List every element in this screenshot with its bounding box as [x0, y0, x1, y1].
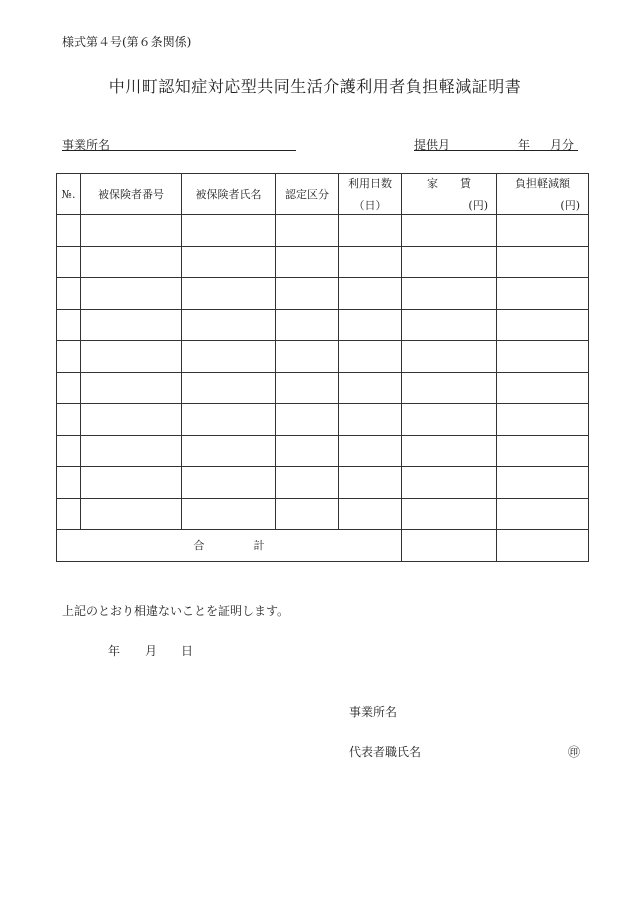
representative-label: 代表者職氏名 — [349, 745, 422, 759]
cell-rent[interactable] — [402, 372, 497, 404]
total-reduction-cell[interactable] — [497, 530, 589, 562]
cell-insured-number[interactable] — [81, 341, 182, 373]
cell-reduction-amount[interactable] — [497, 341, 589, 373]
cell-usage-days[interactable] — [339, 341, 402, 373]
cell-reduction-amount[interactable] — [497, 372, 589, 404]
cell-care-level[interactable] — [276, 341, 339, 373]
cell-usage-days[interactable] — [339, 467, 402, 499]
cell-insured-number[interactable] — [81, 246, 182, 278]
cell-insured-name[interactable] — [182, 372, 276, 404]
year-unit-label: 年 — [518, 138, 531, 152]
col-header-insured-number: 被保険者番号 — [81, 174, 182, 215]
table-row — [57, 435, 589, 467]
cell-usage-days[interactable] — [339, 278, 402, 310]
cell-care-level[interactable] — [276, 246, 339, 278]
cell-care-level[interactable] — [276, 498, 339, 530]
cell-rent[interactable] — [402, 498, 497, 530]
cell-rent[interactable] — [402, 309, 497, 341]
cell-care-level[interactable] — [276, 467, 339, 499]
cell-usage-days[interactable] — [339, 215, 402, 247]
col-header-insured-name: 被保険者氏名 — [182, 174, 276, 215]
date-day-mark: 日 — [181, 644, 194, 658]
cell-reduction-amount[interactable] — [497, 435, 589, 467]
cell-no[interactable] — [57, 278, 81, 310]
table-row — [57, 309, 589, 341]
cell-insured-number[interactable] — [81, 278, 182, 310]
total-rent-cell[interactable] — [402, 530, 497, 562]
date-year-mark: 年 — [108, 644, 121, 658]
cell-no[interactable] — [57, 246, 81, 278]
table-header-row — [57, 174, 589, 215]
cell-care-level[interactable] — [276, 278, 339, 310]
cell-insured-name[interactable] — [182, 404, 276, 436]
cell-no[interactable] — [57, 435, 81, 467]
cell-reduction-amount[interactable] — [497, 215, 589, 247]
document-title: 中川町認知症対応型共同生活介護利用者負担軽減証明書 — [108, 77, 522, 96]
cell-care-level[interactable] — [276, 435, 339, 467]
cell-rent[interactable] — [402, 246, 497, 278]
table-row — [57, 467, 589, 499]
office-name-label: 事業所名 — [62, 138, 111, 152]
col-header-care-level: 認定区分 — [276, 174, 339, 215]
table-row — [57, 372, 589, 404]
cell-care-level[interactable] — [276, 372, 339, 404]
cell-insured-name[interactable] — [182, 309, 276, 341]
month-unit-label: 月分 — [550, 138, 575, 152]
col-header-usage-days: 利用日数 （日） — [339, 174, 402, 215]
cell-no[interactable] — [57, 372, 81, 404]
cell-reduction-amount[interactable] — [497, 278, 589, 310]
table-row — [57, 215, 589, 247]
table-row — [57, 246, 589, 278]
cell-insured-number[interactable] — [81, 309, 182, 341]
cell-insured-name[interactable] — [182, 341, 276, 373]
cell-usage-days[interactable] — [339, 246, 402, 278]
certification-date — [108, 642, 193, 659]
col-header-reduction-amount: 負担軽減額 (円) — [497, 174, 589, 215]
cell-rent[interactable] — [402, 404, 497, 436]
cell-insured-number[interactable] — [81, 372, 182, 404]
cell-rent[interactable] — [402, 278, 497, 310]
cell-rent[interactable] — [402, 341, 497, 373]
cell-insured-name[interactable] — [182, 215, 276, 247]
service-month-label: 提供月 — [414, 138, 451, 152]
cell-insured-number[interactable] — [81, 467, 182, 499]
cell-usage-days[interactable] — [339, 372, 402, 404]
cell-no[interactable] — [57, 215, 81, 247]
cell-no[interactable] — [57, 467, 81, 499]
total-label: 合 計 — [57, 530, 402, 562]
cell-reduction-amount[interactable] — [497, 309, 589, 341]
total-row — [57, 530, 589, 562]
certificate-table — [56, 173, 589, 562]
cell-reduction-amount[interactable] — [497, 246, 589, 278]
cell-insured-name[interactable] — [182, 498, 276, 530]
cell-insured-name[interactable] — [182, 435, 276, 467]
date-month-mark: 月 — [145, 644, 158, 658]
table-row — [57, 341, 589, 373]
cell-usage-days[interactable] — [339, 309, 402, 341]
cell-care-level[interactable] — [276, 215, 339, 247]
office-name-field[interactable] — [62, 150, 296, 151]
cell-usage-days[interactable] — [339, 498, 402, 530]
col-header-no: №. — [57, 174, 81, 215]
cell-insured-number[interactable] — [81, 404, 182, 436]
seal-mark: ㊞ — [568, 745, 581, 759]
signature-office-label: 事業所名 — [349, 705, 398, 719]
cell-care-level[interactable] — [276, 404, 339, 436]
cell-usage-days[interactable] — [339, 435, 402, 467]
cell-rent[interactable] — [402, 215, 497, 247]
cell-no[interactable] — [57, 498, 81, 530]
cell-rent[interactable] — [402, 435, 497, 467]
cell-insured-number[interactable] — [81, 435, 182, 467]
cell-no[interactable] — [57, 404, 81, 436]
cell-insured-name[interactable] — [182, 246, 276, 278]
certification-statement: 上記のとおり相違ないことを証明します。 — [62, 604, 290, 618]
cell-insured-number[interactable] — [81, 215, 182, 247]
cell-rent[interactable] — [402, 467, 497, 499]
cell-care-level[interactable] — [276, 309, 339, 341]
table-row — [57, 498, 589, 530]
cell-usage-days[interactable] — [339, 404, 402, 436]
cell-reduction-amount[interactable] — [497, 467, 589, 499]
cell-insured-name[interactable] — [182, 278, 276, 310]
cell-reduction-amount[interactable] — [497, 404, 589, 436]
col-header-rent: 家 賃 (円) — [402, 174, 497, 215]
table-row — [57, 278, 589, 310]
cell-insured-number[interactable] — [81, 498, 182, 530]
cell-insured-name[interactable] — [182, 467, 276, 499]
cell-no[interactable] — [57, 341, 81, 373]
cell-no[interactable] — [57, 309, 81, 341]
cell-reduction-amount[interactable] — [497, 498, 589, 530]
table-row — [57, 404, 589, 436]
form-number: 様式第４号(第６条関係) — [62, 35, 192, 49]
